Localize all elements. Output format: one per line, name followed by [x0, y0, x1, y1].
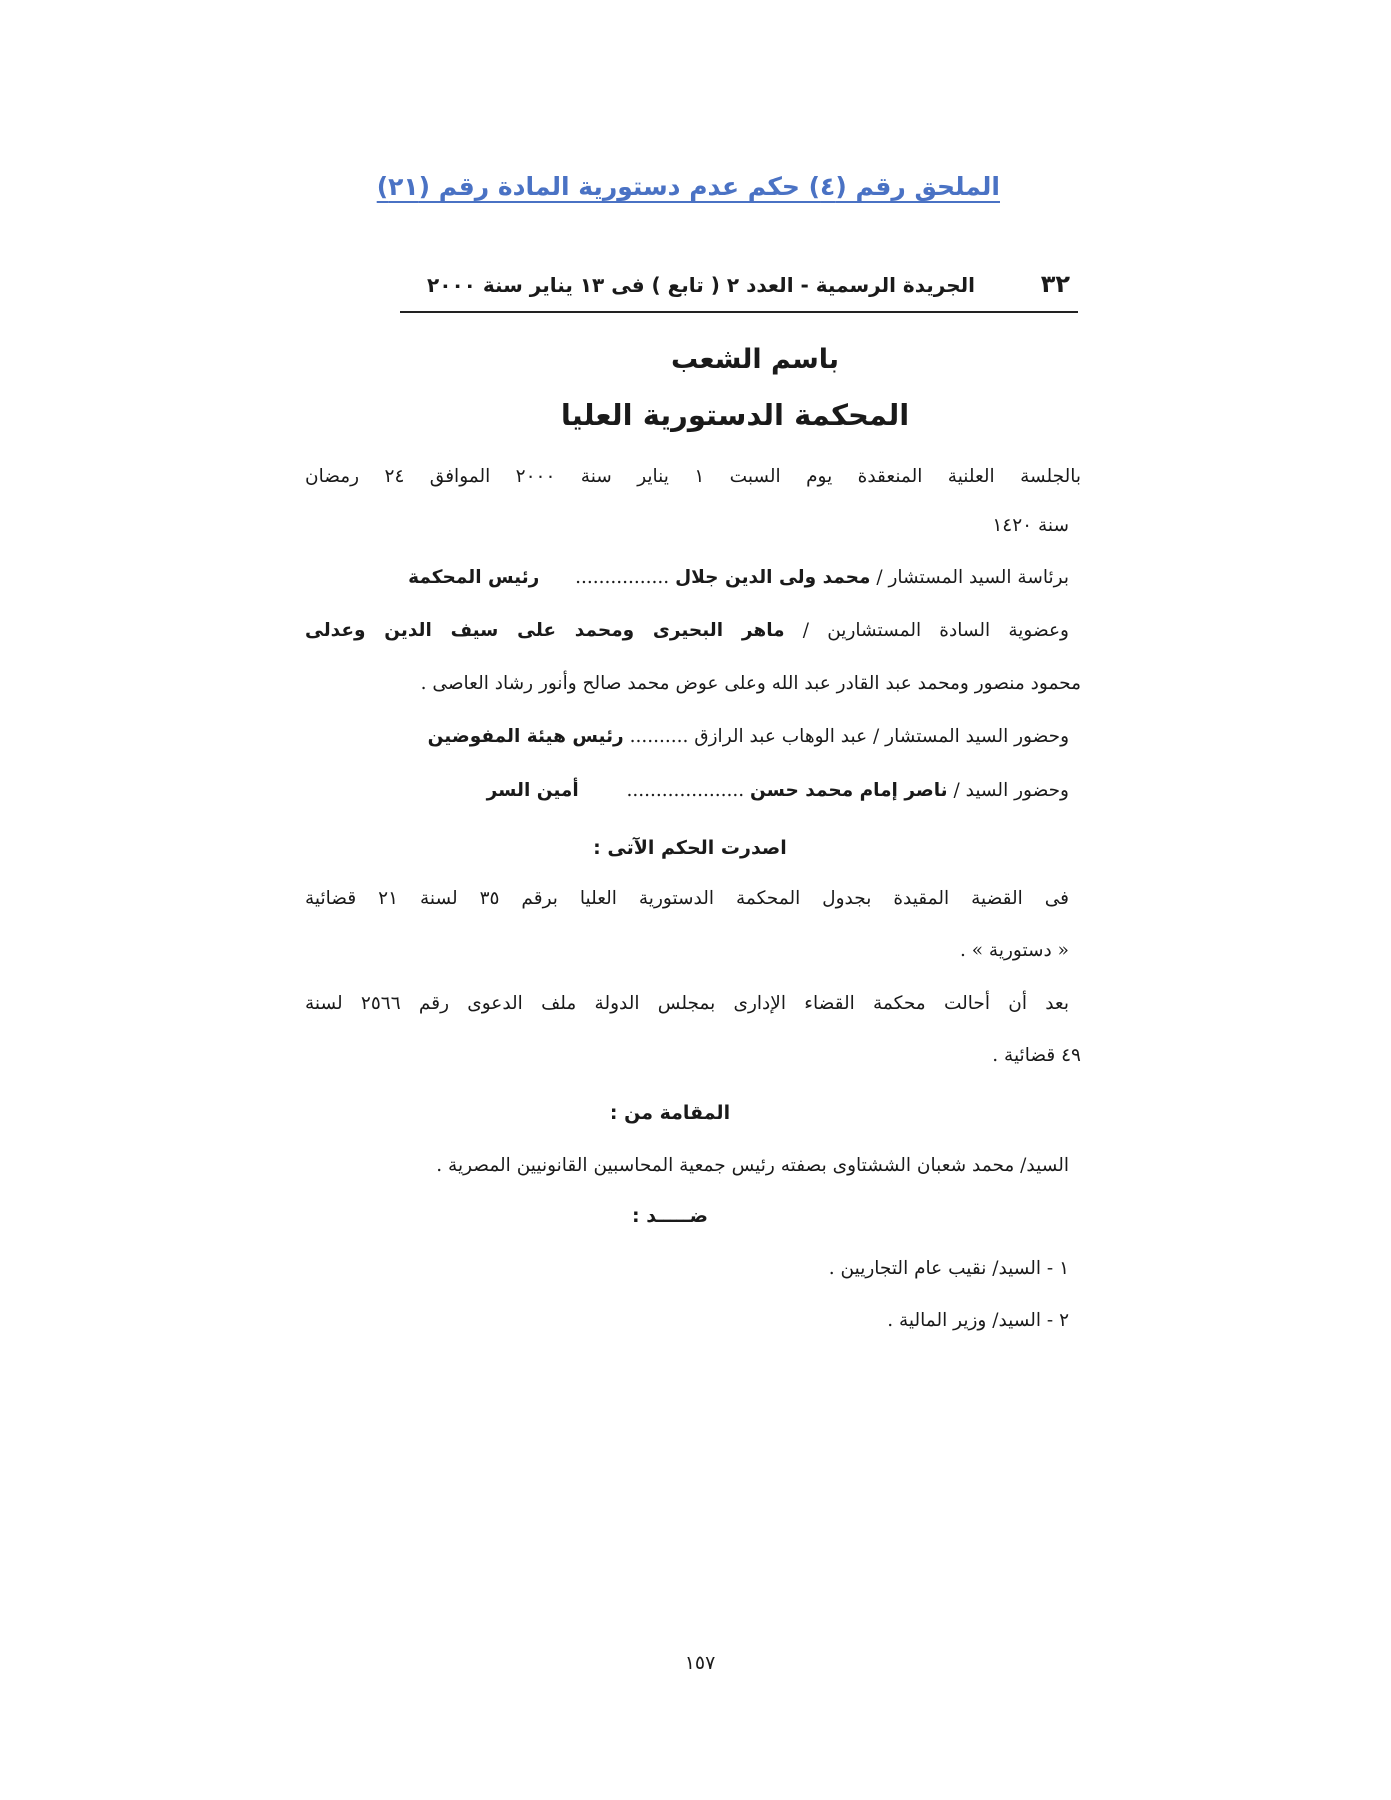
commissioners-dots: .......... — [629, 726, 689, 747]
membership-prefix: وعضوية السادة المستشارين / — [802, 620, 1069, 641]
filed-by-heading: المقامة من : — [609, 1102, 731, 1124]
commissioners-prefix: وحضور السيد المستشار / — [873, 726, 1069, 747]
heading-in-the-name-of-people: باسم الشعب — [670, 344, 840, 375]
footer-page-number: ١٥٧ — [684, 1652, 716, 1674]
case-line-2: « دستورية » . — [959, 940, 1069, 961]
membership-line-1 — [305, 620, 1069, 641]
secretary-prefix: وحضور السيد / — [953, 780, 1069, 801]
commissioners-role: رئيس هيئة المفوضين — [427, 726, 624, 747]
running-header — [400, 270, 1070, 306]
defendant-1: ١ - السيد/ نقيب عام التجاريين . — [828, 1258, 1069, 1279]
presidency-role: رئيس المحكمة — [408, 567, 540, 588]
header-rule — [400, 311, 1078, 313]
secretary-name: ناصر إمام محمد حسن — [750, 780, 948, 801]
presidency-line — [305, 567, 1069, 588]
referral-line-2: ٤٩ قضائية . — [992, 1045, 1081, 1066]
secretary-dots: .................... — [626, 780, 745, 801]
defendant-2: ٢ - السيد/ وزير المالية . — [887, 1310, 1069, 1331]
commissioners-line — [310, 726, 1069, 747]
membership-line-2: محمود منصور ومحمد عبد القادر عبد الله وعلى عوض محمد صالح وأنور رشاد العاصى . — [420, 673, 1081, 694]
commissioners-name: عبد الوهاب عبد الرازق — [694, 726, 868, 747]
plaintiff-line: السيد/ محمد شعبان الششتاوى بصفته رئيس جمعية المحاسبين القانونيين المصرية . — [436, 1155, 1069, 1176]
annex-title: الملحق رقم (٤) حكم عدم دستورية المادة رقم (٢١) — [376, 172, 1000, 201]
heading-court-name: المحكمة الدستورية العليا — [560, 398, 910, 432]
against-heading: ضـــــد : — [631, 1205, 709, 1227]
session-line-2: سنة ١٤٢٠ — [992, 515, 1069, 536]
referral-line-1: بعد أن أحالت محكمة القضاء الإدارى بمجلس الدولة ملف الدعوى رقم ٢٥٦٦ لسنة — [305, 993, 1069, 1014]
session-line-1: بالجلسة العلنية المنعقدة يوم السبت ١ يناير سنة ٢٠٠٠ الموافق ٢٤ رمضان — [305, 466, 1082, 487]
presidency-name: محمد ولى الدين جلال — [675, 567, 871, 588]
secretary-line — [350, 780, 1069, 801]
membership-names-1: ماهر البحيرى ومحمد على سيف الدين وعدلى — [305, 620, 785, 641]
header-page-number: ٣٢ — [1040, 270, 1070, 298]
gazette-header: الجريدة الرسمية - العدد ٢ ( تابع ) فى ١٣ يناير سنة ٢٠٠٠ — [427, 273, 975, 297]
case-line-1: فى القضية المقيدة بجدول المحكمة الدستورية العليا برقم ٣٥ لسنة ٢١ قضائية — [305, 888, 1069, 909]
verdict-heading: اصدرت الحكم الآتى : — [593, 837, 787, 859]
secretary-role: أمين السر — [486, 780, 579, 801]
presidency-dots: ................ — [575, 567, 670, 588]
presidency-prefix: برئاسة السيد المستشار / — [876, 567, 1069, 588]
